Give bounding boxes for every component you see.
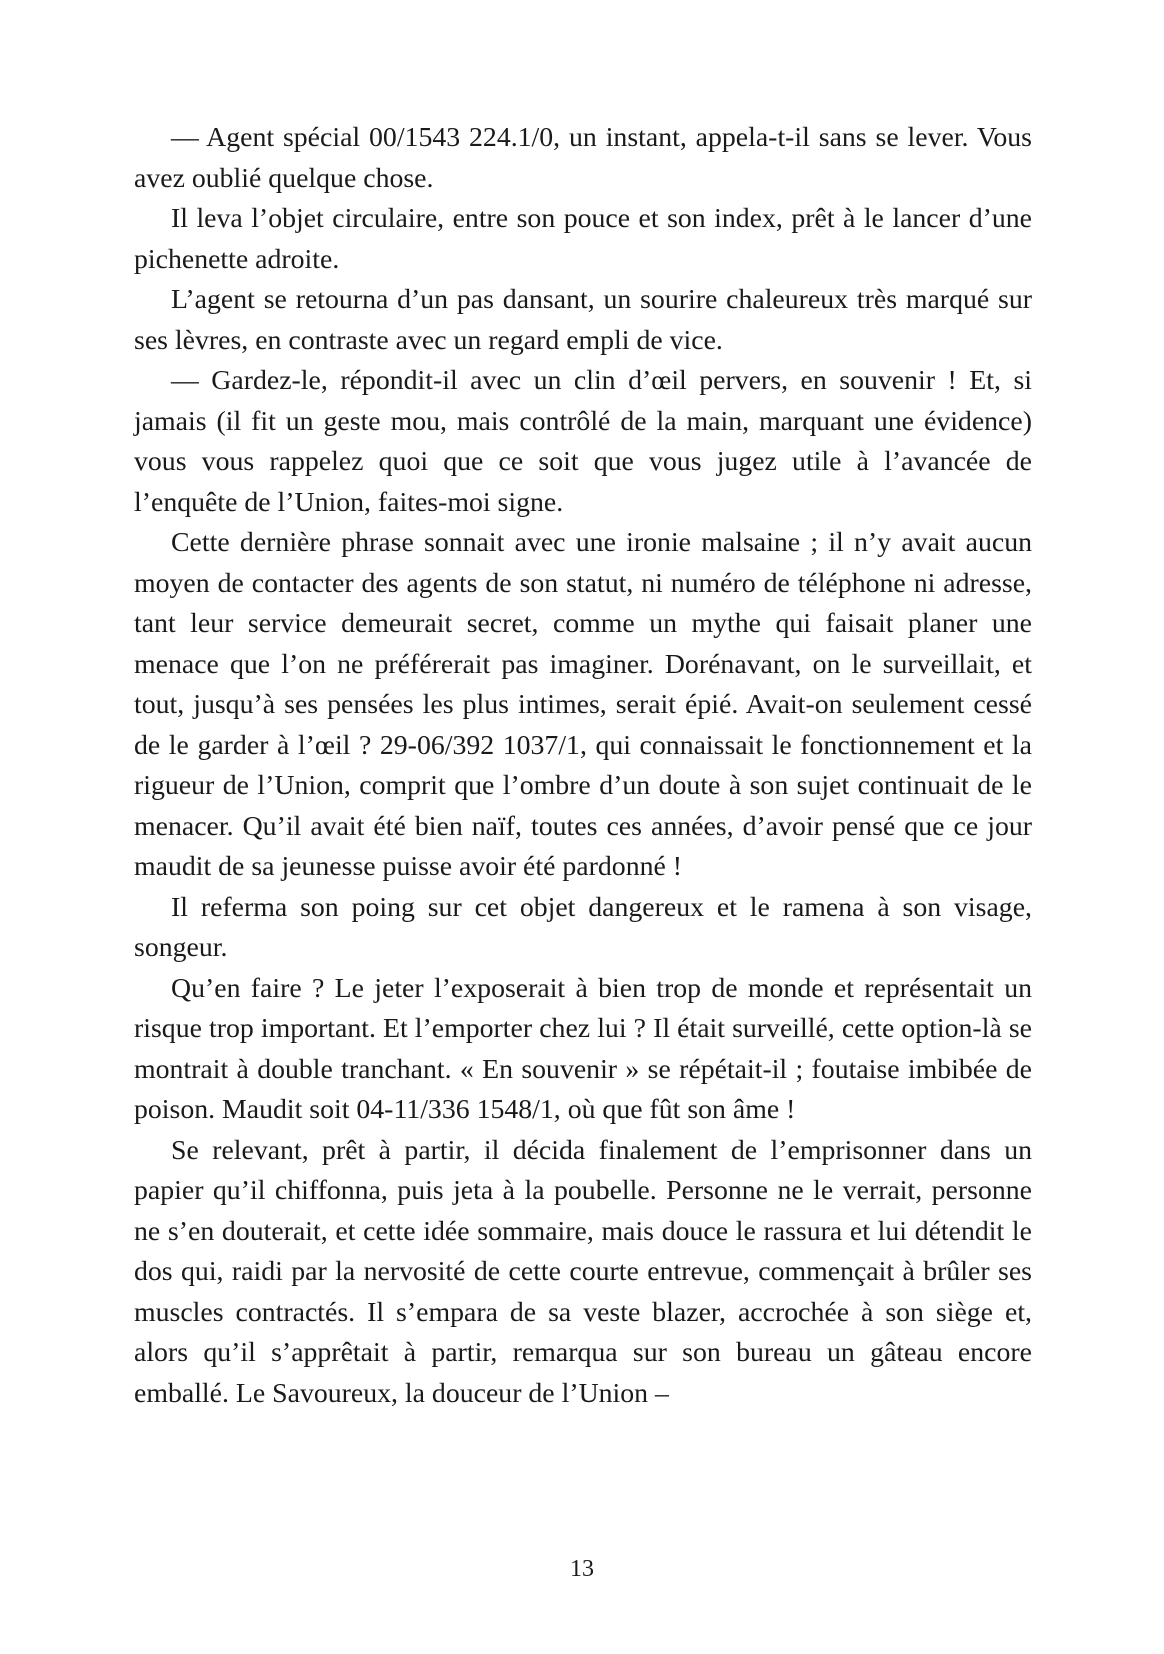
paragraph: L’agent se retourna d’un pas dansant, un sourire chaleureux très marqué sur ses lèvres, en contraste avec un regard empli de vice. (134, 284, 1032, 356)
paragraph: — Agent spécial 00/1543 224.1/0, un instant, appela-t-il sans se lever. Vous avez oublié quelque chose. (134, 122, 1032, 194)
page-body (134, 118, 1032, 1414)
paragraph: Il referma son poing sur cet objet dangereux et le ramena à son visage, songeur. (134, 891, 1032, 963)
paragraph: Cette dernière phrase sonnait avec une ironie malsaine ; il n’y avait aucun moyen de contacter des agents de son statut, ni numéro de téléphone ni adresse, tant leur service demeurait secret, comme un mythe qui faisait planer une menace que l’on ne préférerait pas imaginer. Dorénavant, on le surveillait, et tout, jusqu’à ses pensées les plus intimes, serait épié. Avait-on seulement cessé de le garder à l’œil ? 29-06/392 1037/1, qui connaissait le fonctionnement et la rigueur de l’Union, comprit que l’ombre d’un doute à son sujet continuait de le menacer. Qu’il avait été bien naïf, toutes ces années, d’avoir pensé que ce jour maudit de sa jeunesse puisse avoir été pardonné ! (134, 527, 1032, 882)
page-number: 13 (570, 1556, 594, 1582)
paragraph: Qu’en faire ? Le jeter l’exposerait à bien trop de monde et représentait un risque trop important. Et l’emporter chez lui ? Il était surveillé, cette option-là se montrait à double tranchant. « En souvenir » se répétait-il ; foutaise imbibée de poison. Maudit soit 04-11/336 1548/1, où que fût son âme ! (134, 972, 1032, 1125)
paragraph: Se relevant, prêt à partir, il décida finalement de l’emprisonner dans un papier qu’il chiffonna, puis jeta à la poubelle. Personne ne le verrait, personne ne s’en douterait, et cette idée sommaire, mais douce le rassura et lui détendit le dos qui, raidi par la nervosité de cette courte entrevue, commençait à brûler ses muscles contractés. Il s’empara de sa veste blazer, accrochée à son siège et, alors qu’il s’apprêtait à partir, remarqua sur son bureau un gâteau encore emballé. Le Savoureux, la douceur de l’Union – (134, 1134, 1032, 1409)
paragraph: Il leva l’objet circulaire, entre son pouce et son index, prêt à le lancer d’une pichenette adroite. (134, 203, 1032, 275)
paragraph: — Gardez-le, répondit-il avec un clin d’œil pervers, en souvenir ! Et, si jamais (il fit un geste mou, mais contrôlé de la main, marquant une évidence) vous vous rappelez quoi que ce soit que vous jugez utile à l’avancée de l’enquête de l’Union, faites-moi signe. (134, 365, 1032, 518)
